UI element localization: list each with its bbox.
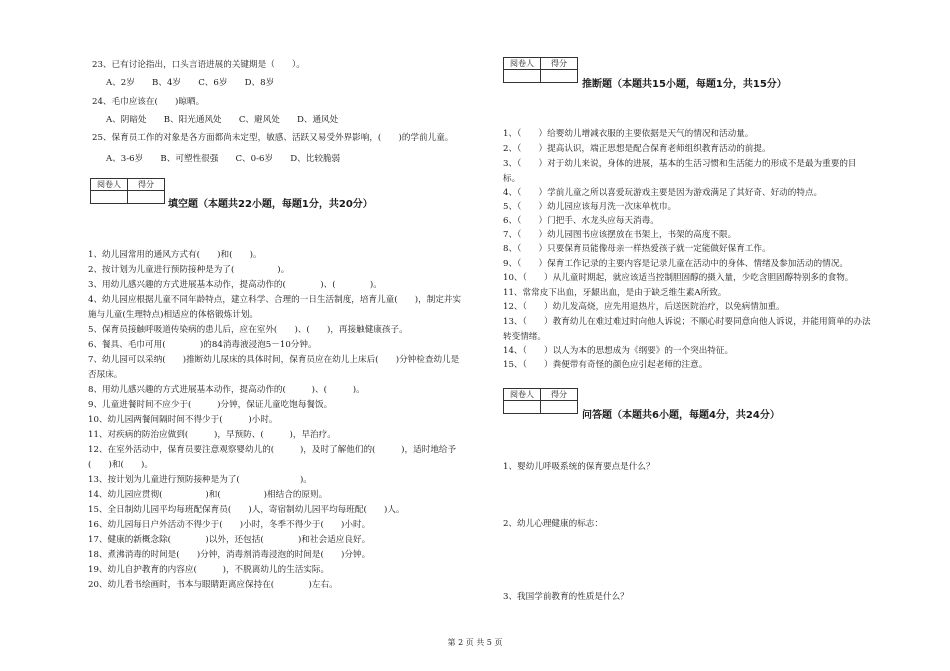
score-cell [541, 401, 578, 414]
question-23: 23、已有讨论指出，口头言语进展的关键期是（ ）。 [92, 60, 305, 70]
judge-item: 4、（ ）学前儿童之所以喜爱玩游戏主要是因为游戏满足了其好奇、好动的特点。 [503, 188, 823, 198]
fill-section-title: 填空题（本题共22小题，每题1分，共20分） [168, 199, 373, 210]
score-label: 得分 [541, 389, 578, 401]
fill-item: 13、按计划为儿童进行预防接种是为了( )。 [88, 475, 312, 485]
question-24: 24、毛巾应该在( )晾晒。 [92, 97, 205, 107]
fill-item: 7、幼儿园可以采纳( )推断幼儿尿床的具体时间，保育员应在幼儿上床后( )分钟检查幼儿是否尿床。 [88, 355, 460, 380]
score-table-fill [90, 178, 165, 204]
score-table-qa [503, 388, 578, 414]
judge-item: 3、（ ）对于幼儿来说，身体的进展，基本的生活习惯和生活能力的形成不是最为重要的目标。 [503, 159, 857, 184]
judge-item: 2、（ ）提高认识，端正思想是配合保育老师组织教育活动的前提。 [503, 144, 771, 154]
judge-item: 8、（ ）只要保育员能像母亲一样热爱孩子就一定能做好保育工作。 [503, 244, 771, 254]
reviewer-cell [504, 401, 541, 414]
fill-item: 11、对疾病的防治应做到( )，早预防、( )，早治疗。 [88, 430, 336, 440]
fill-item: 4、幼儿园应根据儿童不同年龄特点，建立科学、合理的一日生活制度，培育儿童( )，制定并实施与儿童(生理特点)相适应的体格锻炼计划。 [88, 295, 462, 320]
judge-item: 12、（ ）幼儿发高烧，应先用退热片，后送医院治疗，以免病情加重。 [503, 302, 785, 312]
reviewer-cell [91, 191, 128, 204]
judge-item: 11、常常皮下出血，牙龈出血，是由于缺乏维生素A所致。 [503, 288, 727, 298]
reviewer-label: 阅卷人 [504, 58, 541, 70]
reviewer-label: 阅卷人 [504, 389, 541, 401]
fill-item: 20、幼儿看书绘画时，书本与眼睛距离应保持在( )左右。 [88, 580, 338, 590]
fill-item: 2、按计划为儿童进行预防接种是为了( )。 [88, 265, 290, 275]
fill-item: 12、在室外活动中，保育员要注意观察婴幼儿的( )，及时了解他们的( )，适时地给予( )和( )。 [88, 445, 457, 470]
reviewer-cell [504, 70, 541, 83]
question-25-options: A、3-6岁 B、可塑性很强 C、0-6岁 D、比较脆弱 [106, 154, 341, 164]
fill-item: 10、幼儿园两餐间隔时间不得少于( )小时。 [88, 415, 278, 425]
qa-item: 2、幼儿心理健康的标志： [503, 519, 603, 529]
judge-item: 15、（ ）粪便带有奇怪的颜色应引起老师的注意。 [503, 360, 708, 370]
judge-item: 6、（ ）门把手、水龙头应每天消毒。 [503, 216, 659, 226]
fill-item: 6、餐具、毛巾可用( )的84消毒液浸泡5－10分钟。 [88, 340, 317, 350]
question-24-options: A、阴暗处 B、阳光通风处 C、避风处 D、通风处 [106, 115, 339, 125]
fill-item: 17、健康的新概念除( )以外，还包括( )和社会适应良好。 [88, 535, 371, 545]
fill-item: 9、儿童进餐时间不应少于( )分钟，保证儿童吃饱每餐饭。 [88, 400, 333, 410]
reviewer-label: 阅卷人 [91, 179, 128, 191]
judge-section-title: 推断题（本题共15小题，每题1分，共15分） [582, 79, 787, 90]
score-label: 得分 [541, 58, 578, 70]
score-cell [128, 191, 165, 204]
judge-item: 13、（ ）教育幼儿在难过难过时向他人诉说；不顺心时要同意向他人诉说，并能用简单的办法转变情绪。 [503, 317, 871, 342]
fill-item: 1、幼儿园常用的通风方式有( )和( )。 [88, 250, 262, 260]
score-table-judge [503, 57, 578, 83]
question-23-options: A、2岁 B、4岁 C、6岁 D、8岁 [106, 78, 275, 88]
fill-item: 18、煮沸消毒的时间是( )分钟，消毒剂消毒浸泡的时间是( )分钟。 [88, 550, 371, 560]
qa-section-title: 问答题（本题共6小题，每题4分，共24分） [582, 410, 780, 421]
score-cell [541, 70, 578, 83]
fill-item: 19、幼儿自护教育的内容应( )，不脱离幼儿的生活实际。 [88, 565, 330, 575]
score-label: 得分 [128, 179, 165, 191]
judge-item: 14、（ ）以人为本的思想成为《纲要》的一个突出特征。 [503, 346, 734, 356]
page-footer: 第 2 页 共 5 页 [447, 638, 503, 647]
judge-item: 9、（ ）保育工作记录的主要内容是记录儿童在活动中的身体、情绪及参加活动的情况。 [503, 259, 848, 269]
qa-item: 1、婴幼儿呼吸系统的保育要点是什么？ [503, 462, 655, 472]
judge-item: 5、（ ）幼儿园应该每月洗一次床单枕巾。 [503, 202, 677, 212]
fill-item: 15、全日制幼儿园平均每班配保育员( )人，寄宿制幼儿园平均每班配( )人。 [88, 505, 405, 515]
fill-item: 3、用幼儿感兴趣的方式进展基本动作，提高动作的( )、( )。 [88, 280, 382, 290]
question-25: 25、保育员工作的对象是各方面都尚未定型，敏感、活跃又易受外界影响，( )的学前儿童。 [92, 133, 454, 143]
fill-item: 16、幼儿园每日户外活动不得少于( )小时，冬季不得少于( )小时。 [88, 520, 371, 530]
judge-item: 1、（ ）给婴幼儿增减衣服的主要依据是天气的情况和活动量。 [503, 129, 754, 139]
qa-item: 3、我国学前教育的性质是什么？ [503, 592, 629, 602]
fill-item: 5、保育员接触呼吸道传染病的患儿后，应在室外( )、( )，再接触健康孩子。 [88, 325, 408, 335]
fill-item: 14、幼儿园应贯彻( )和( )相结合的原则。 [88, 490, 328, 500]
fill-item: 8、用幼儿感兴趣的方式进展基本动作，提高动作的( )、( )。 [88, 385, 365, 395]
judge-item: 10、（ ）从儿童时期起，就应该适当控制胆固醇的摄入量，少吃含胆固醇特别多的食物。 [503, 273, 854, 283]
judge-item: 7、（ ）幼儿园图书应该摆放在书架上，书架的高度不限。 [503, 230, 737, 240]
